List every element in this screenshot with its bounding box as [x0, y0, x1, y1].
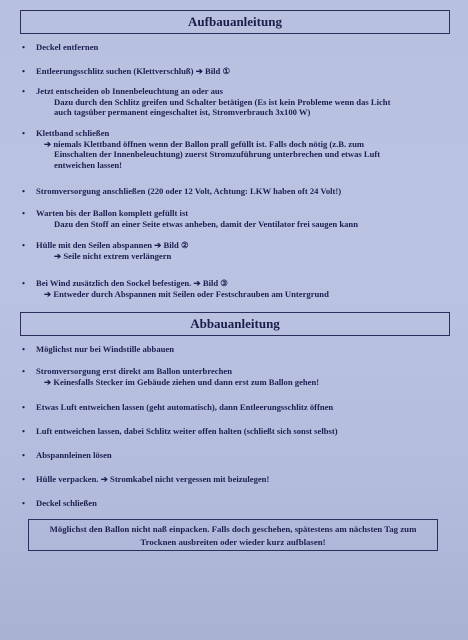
disassembly-step-1	[22, 344, 442, 355]
assembly-step-4-line-4: entweichen lassen!	[54, 159, 123, 170]
disassembly-step-2-line-2: ➔ Keinesfalls Stecker im Gebäude ziehen und dann erst zum Ballon gehen!	[44, 376, 320, 387]
assembly-step-1-text: Deckel entfernen	[36, 42, 99, 52]
bullet: •	[22, 128, 26, 138]
assembly-step-2	[22, 66, 442, 77]
assembly-step-3-line-3: auch tagsüber permanent eingeschaltet ist, Stromverbrauch 3x100 W)	[54, 107, 311, 117]
disassembly-step-3	[22, 402, 442, 413]
bullet: •	[22, 426, 26, 436]
assembly-step-8-line-2: ➔ Entweder durch Abspannen mit Seilen oder Festschrauben am Untergrund	[44, 288, 329, 299]
bullet: •	[22, 42, 26, 52]
assembly-step-6-line-2: Dazu den Stoff an einer Seite etwas anheben, damit der Ventilator frei saugen kann	[54, 218, 358, 229]
assembly-title: Aufbauanleitung	[20, 10, 450, 34]
assembly-step-3	[22, 86, 442, 118]
disassembly-step-7	[22, 498, 442, 509]
bullet: •	[22, 402, 26, 412]
assembly-step-5	[22, 186, 442, 197]
assembly-step-7-line-1: Hülle mit den Seilen abspannen ➔ Bild ②	[36, 240, 189, 250]
assembly-step-4-line-3: Einschalten der Innenbeleuchtung) zuerst Stromzuführung unterbrechen und etwas Luft	[54, 149, 381, 159]
disassembly-step-5-text: Abspannleinen lösen	[36, 450, 112, 460]
bullet: •	[22, 450, 26, 460]
assembly-step-6	[22, 208, 442, 229]
assembly-step-6-line-1: Warten bis der Ballon komplett gefüllt ist	[36, 208, 189, 218]
drying-note-line-1: Möglichst den Ballon nicht naß einpacken. Falls doch geschehen, spätestens am nächsten Tag zum	[49, 524, 417, 534]
assembly-step-8-line-1: Bei Wind zusätzlich den Sockel befestigen. ➔ Bild ③	[36, 278, 228, 288]
bullet: •	[22, 186, 26, 196]
bullet: •	[22, 344, 26, 354]
assembly-step-7	[22, 240, 442, 261]
assembly-step-7-line-2: ➔ Seile nicht extrem verlängern	[54, 250, 172, 261]
disassembly-step-3-text: Etwas Luft entweichen lassen (geht automatisch), dann Entleerungsschlitz öffnen	[36, 402, 334, 412]
disassembly-title: Abbauanleitung	[20, 312, 450, 336]
drying-note-box	[28, 519, 438, 551]
bullet: •	[22, 240, 26, 250]
bullet: •	[22, 498, 26, 508]
assembly-step-8	[22, 278, 442, 299]
bullet: •	[22, 86, 26, 96]
bullet: •	[22, 474, 26, 484]
assembly-step-4-line-2: ➔ niemals Klettband öffnen wenn der Ballon prall gefüllt ist. Falls doch nötig (z.B. zum	[44, 138, 365, 149]
disassembly-step-2	[22, 366, 442, 387]
disassembly-step-7-text: Deckel schließen	[36, 498, 97, 508]
bullet: •	[22, 208, 26, 218]
drying-note-line-2: Trocknen ausbreiten oder wieder kurz aufblasen!	[140, 537, 326, 547]
disassembly-step-5	[22, 450, 442, 461]
assembly-step-4	[22, 128, 442, 170]
disassembly-step-6	[22, 474, 442, 485]
bullet: •	[22, 366, 26, 376]
assembly-step-1	[22, 42, 442, 53]
disassembly-step-2-line-1: Stromversorgung erst direkt am Ballon unterbrechen	[36, 366, 232, 376]
assembly-step-3-line-2: Dazu durch den Schlitz greifen und Schalter betätigen (Es ist kein Probleme wenn das Licht	[54, 96, 391, 107]
assembly-step-2-text: Entleerungsschlitz suchen (Klettverschluß) ➔ Bild ①	[36, 66, 231, 76]
assembly-step-5-text: Stromversorgung anschließen (220 oder 12 Volt, Achtung: LKW haben oft 24 Volt!)	[36, 186, 342, 196]
disassembly-step-6-text: Hülle verpacken. ➔ Stromkabel nicht vergessen mit beizulegen!	[36, 474, 270, 484]
bullet: •	[22, 66, 26, 76]
disassembly-step-1-text: Möglichst nur bei Windstille abbauen	[36, 344, 175, 354]
bullet: •	[22, 278, 26, 288]
assembly-step-4-line-1: Klettband schließen	[36, 128, 110, 138]
disassembly-step-4	[22, 426, 442, 437]
disassembly-step-4-text: Luft entweichen lassen, dabei Schlitz weiter offen halten (schließt sich sonst selbst)	[36, 426, 338, 436]
assembly-step-3-line-1: Jetzt entscheiden ob Innenbeleuchtung an oder aus	[36, 86, 224, 96]
